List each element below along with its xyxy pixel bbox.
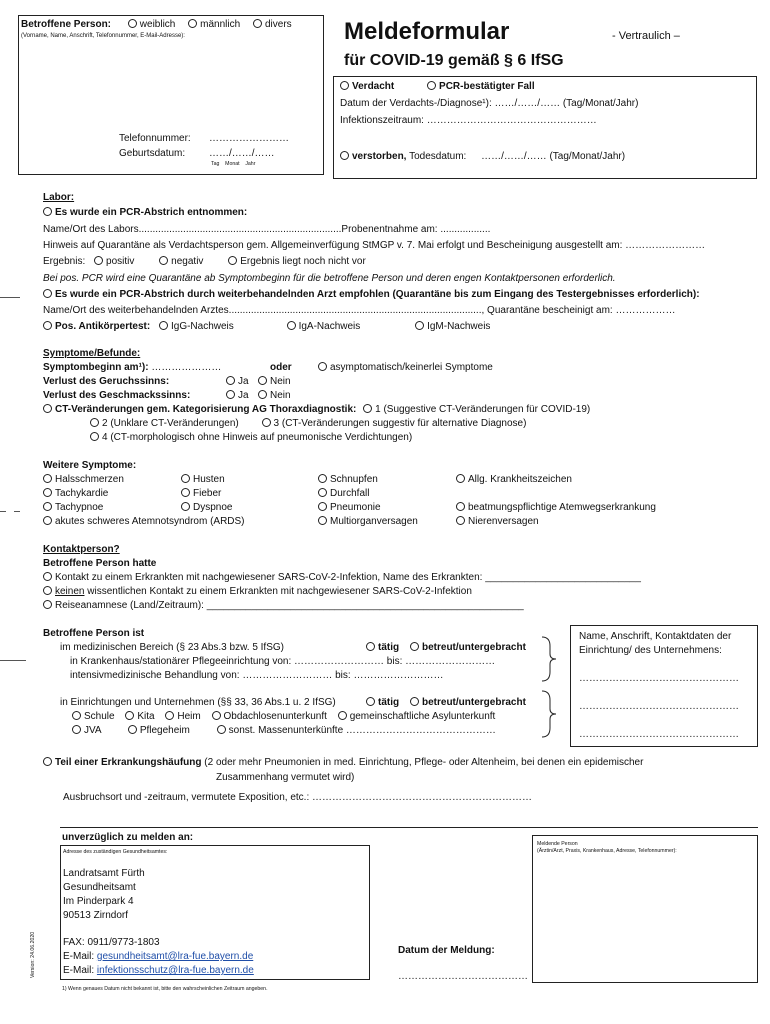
reporter-box[interactable] bbox=[532, 835, 758, 983]
smell-no[interactable]: Nein bbox=[258, 376, 291, 387]
institution-betreut[interactable]: betreut/untergebracht bbox=[410, 697, 526, 708]
footer-divider bbox=[60, 827, 758, 828]
medical-betreut[interactable]: betreut/untergebracht bbox=[410, 642, 526, 653]
margin-mark bbox=[0, 660, 26, 661]
or-label: oder bbox=[270, 362, 292, 373]
inst-pflegeheim[interactable]: Pflegeheim bbox=[128, 725, 190, 736]
symptom-option[interactable]: Durchfall bbox=[318, 488, 369, 499]
case-box bbox=[333, 76, 757, 179]
cluster-description-2: Zusammenhang vermutet wird) bbox=[216, 772, 355, 783]
radio-icon bbox=[410, 697, 419, 706]
radio-icon bbox=[318, 516, 327, 525]
symptom-option[interactable]: beatmungspflichtige Atemwegserkrankung bbox=[456, 502, 656, 513]
radio-icon bbox=[456, 474, 465, 483]
symptom-option[interactable]: Tachykardie bbox=[43, 488, 108, 499]
radio-icon bbox=[410, 642, 419, 651]
inst-schule[interactable]: Schule bbox=[72, 711, 115, 722]
radio-icon bbox=[72, 711, 81, 720]
margin-mark bbox=[0, 297, 20, 298]
symptom-option[interactable]: Halsschmerzen bbox=[43, 474, 124, 485]
radio-icon bbox=[43, 586, 52, 595]
radio-icon bbox=[340, 151, 349, 160]
radio-icon bbox=[159, 321, 168, 330]
asymptomatic-option[interactable]: asymptomatisch/keinerlei Symptome bbox=[318, 362, 493, 373]
death-date-label: Todesdatum: bbox=[409, 151, 467, 162]
office-address: Landratsamt Fürth Gesundheitsamt Im Pinderpark 4 90513 Zirndorf bbox=[63, 868, 145, 921]
radio-icon bbox=[318, 362, 327, 371]
medical-taetig[interactable]: tätig bbox=[366, 642, 399, 653]
bracket-icon bbox=[540, 690, 558, 738]
pcr-recommended-option[interactable]: Es wurde ein PCR-Abstrich durch weiterbehandelnden Arzt empfohlen (Quarantäne bis zum Eingang des Testergebnisses erforderlich): bbox=[43, 289, 700, 300]
cluster-option[interactable]: Teil einer Erkrankungshäufung bbox=[43, 757, 202, 768]
taste-no[interactable]: Nein bbox=[258, 390, 291, 401]
contact-option-travel[interactable]: Reiseanamnese (Land/Zeitraum): _________________________________________________________ bbox=[43, 600, 524, 611]
result-pending[interactable]: Ergebnis liegt noch nicht vor bbox=[228, 256, 366, 267]
hospital-dates-field[interactable]: in Krankenhaus/stationärer Pflegeeinrichtung von: ……………………… bis: ……………………… bbox=[70, 656, 496, 667]
ct-option-3[interactable]: 3 (CT-Veränderungen suggestiv für alternative Diagnose) bbox=[262, 418, 527, 429]
radio-icon bbox=[226, 390, 235, 399]
onset-value[interactable]: ………………… bbox=[151, 362, 222, 373]
cluster-description: (2 oder mehr Pneumonien in med. Einrichtung, Pflege- oder Altenheim, bei denen ein epidemischer bbox=[204, 757, 644, 768]
institution-line: in Einrichtungen und Unternehmen (§§ 33, 36 Abs.1 u. 2 IfSG) bbox=[60, 697, 336, 708]
positive-pcr-note: Bei pos. PCR wird eine Quarantäne ab Symptombeginn für die betroffene Person und deren engen Kontaktpersonen erforderlich. bbox=[43, 273, 616, 284]
gender-weiblich[interactable]: weiblich bbox=[128, 19, 176, 30]
footnote: 1) Wenn genaues Datum nicht bekannt ist, bitte den wahrscheinlichen Zeitraum angeben. bbox=[62, 986, 268, 992]
other-symptoms-heading: Weitere Symptome: bbox=[43, 460, 137, 471]
symptom-option[interactable]: Husten bbox=[181, 474, 225, 485]
radio-icon bbox=[228, 256, 237, 265]
institution-taetig[interactable]: tätig bbox=[366, 697, 399, 708]
dob-value[interactable]: ……/……/…… bbox=[209, 148, 275, 159]
institution-dots: ………………………………………… bbox=[579, 673, 739, 684]
result-label: Ergebnis: bbox=[43, 256, 86, 267]
symptom-option[interactable]: akutes schweres Atemnotsyndrom (ARDS) bbox=[43, 516, 245, 527]
radio-icon bbox=[226, 376, 235, 385]
radio-icon bbox=[415, 321, 424, 330]
radio-icon bbox=[456, 516, 465, 525]
form-subtitle: für COVID-19 gemäß § 6 IfSG bbox=[344, 52, 564, 69]
inst-heim[interactable]: Heim bbox=[165, 711, 200, 722]
radio-icon bbox=[366, 697, 375, 706]
radio-icon bbox=[90, 432, 99, 441]
symptom-option[interactable]: Fieber bbox=[181, 488, 221, 499]
radio-icon bbox=[43, 572, 52, 581]
lab-name-field[interactable]: Name/Ort des Labors.........................................................................Probenentnahme am: .................. bbox=[43, 224, 491, 235]
radio-icon bbox=[43, 600, 52, 609]
institution-contact-label: Name, Anschrift, Kontaktdaten der Einrichtung/ des Unternehmens: bbox=[579, 631, 732, 656]
radio-icon bbox=[43, 502, 52, 511]
institution-dots: ………………………………………… bbox=[579, 701, 739, 712]
radio-icon bbox=[43, 516, 52, 525]
symptom-option[interactable]: Multiorganversagen bbox=[318, 516, 418, 527]
radio-icon bbox=[43, 757, 52, 766]
antibody-label: Pos. Antikörpertest: bbox=[43, 321, 150, 332]
radio-icon bbox=[43, 404, 52, 413]
radio-icon bbox=[128, 725, 137, 734]
office-hint: Adresse des zuständigen Gesundheitsamtes: bbox=[63, 849, 168, 855]
symptom-option[interactable]: Tachypnoe bbox=[43, 502, 103, 513]
died-option[interactable]: verstorben, bbox=[340, 151, 406, 162]
quarantine-note[interactable]: Hinweis auf Quarantäne als Verdachtsperson gem. Allgemeinverfügung StMGP v. 7. Mai erfolgt und Bescheinigung ausgestellt am: …………………… bbox=[43, 240, 706, 251]
health-office-box: Adresse des zuständigen Gesundheitsamtes: Landratsamt Fürth Gesundheitsamt Im Pinderpark 4 90513 Zirndorf FAX: 0911/9773-1803 E-Mail: gesundheitsamt@lra-fue.bayern.de E-Mail: infektionsschutz@lra-fue.bayern.de bbox=[60, 845, 370, 980]
report-date-value[interactable]: ………………………………… bbox=[398, 971, 528, 982]
icu-dates-field[interactable]: intensivmedizinische Behandlung von: ……………………… bis: ……………………… bbox=[70, 670, 444, 681]
symptom-option[interactable]: Dyspnoe bbox=[181, 502, 232, 513]
radio-icon bbox=[427, 81, 436, 90]
inst-asyl[interactable]: gemeinschaftliche Asylunterkunft bbox=[338, 711, 496, 722]
gender-divers[interactable]: divers bbox=[253, 19, 292, 30]
institution-dots: ………………………………………… bbox=[579, 729, 739, 740]
radio-icon bbox=[43, 488, 52, 497]
radio-icon bbox=[366, 642, 375, 651]
symptom-option[interactable]: Pneumonie bbox=[318, 502, 381, 513]
office-fax: FAX: 0911/9773-1803 bbox=[63, 937, 160, 948]
radio-icon bbox=[318, 502, 327, 511]
radio-icon bbox=[165, 711, 174, 720]
inst-jva[interactable]: JVA bbox=[72, 725, 101, 736]
radio-icon bbox=[90, 418, 99, 427]
radio-icon bbox=[253, 19, 262, 28]
symptom-heading: Symptome/Befunde: bbox=[43, 348, 141, 359]
medical-sector-line: im medizinischen Bereich (§ 23 Abs.3 bzw. 5 IfSG) bbox=[60, 642, 284, 653]
radio-icon bbox=[318, 474, 327, 483]
antibody-iga[interactable]: IgA-Nachweis bbox=[287, 321, 361, 332]
radio-icon bbox=[363, 404, 372, 413]
form-title: Meldeformular bbox=[344, 18, 510, 45]
pcr-confirmed-option[interactable]: PCR-bestätigter Fall bbox=[427, 81, 535, 92]
taste-label: Verlust des Geschmackssinns: bbox=[43, 390, 191, 401]
doctor-field[interactable]: Name/Ort des weiterbehandelnden Arztes..........................................................................................., Quarantäne bescheinigt am: ……………… bbox=[43, 305, 676, 316]
radio-icon bbox=[258, 376, 267, 385]
symptom-option[interactable]: Nierenversagen bbox=[456, 516, 539, 527]
contact-sub: Betroffene Person hatte bbox=[43, 558, 157, 569]
person-label: Betroffene Person: bbox=[21, 19, 112, 30]
radio-icon bbox=[72, 725, 81, 734]
radio-icon bbox=[125, 711, 134, 720]
person-box bbox=[18, 15, 324, 175]
radio-icon bbox=[188, 19, 197, 28]
death-date-value[interactable]: ……/……/…… (Tag/Monat/Jahr) bbox=[481, 151, 626, 162]
radio-icon bbox=[43, 207, 52, 216]
radio-icon bbox=[338, 711, 347, 720]
institution-contact-box[interactable] bbox=[570, 625, 758, 747]
pcr-taken-option[interactable]: Es wurde ein PCR-Abstrich entnommen: bbox=[43, 207, 247, 218]
phone-label: Telefonnummer: bbox=[119, 133, 191, 144]
phone-value[interactable]: …………………… bbox=[209, 133, 289, 144]
contact-option-infected[interactable]: Kontakt zu einem Erkrankten mit nachgewiesener SARS-CoV-2-Infektion, Name des Erkrankten: ____________________________ bbox=[43, 572, 641, 583]
diagnosis-date-label: Datum der Verdachts-/Diagnose¹): bbox=[340, 98, 492, 109]
radio-icon bbox=[159, 256, 168, 265]
dob-sub: Tag Monat Jahr bbox=[211, 161, 256, 167]
ct-option-2[interactable]: 2 (Unklare CT-Veränderungen) bbox=[90, 418, 239, 429]
onset-label: Symptombeginn am¹): bbox=[43, 362, 149, 373]
radio-icon bbox=[181, 474, 190, 483]
radio-icon bbox=[181, 502, 190, 511]
email-link-2[interactable]: infektionsschutz@lra-fue.bayern.de bbox=[96, 965, 254, 976]
ct-option-4[interactable]: 4 (CT-morphologisch ohne Hinweis auf pneumonische Verdichtungen) bbox=[90, 432, 412, 443]
reporter-hint: (Ärztin/Arzt, Praxis, Krankenhaus, Adresse, Telefonnummer): bbox=[537, 848, 677, 854]
ct-label: CT-Veränderungen gem. Kategorisierung AG Thoraxdiagnostik: bbox=[43, 404, 356, 415]
confidential-note: - Vertraulich – bbox=[612, 30, 680, 42]
result-negativ[interactable]: negativ bbox=[159, 256, 203, 267]
radio-icon bbox=[456, 502, 465, 511]
bracket-icon bbox=[540, 636, 558, 682]
smell-label: Verlust des Geruchssinns: bbox=[43, 376, 170, 387]
inst-obdachlos[interactable]: Obdachlosenunterkunft bbox=[212, 711, 327, 722]
dob-label: Geburtsdatum: bbox=[119, 148, 186, 159]
radio-icon bbox=[43, 474, 52, 483]
radio-icon bbox=[43, 289, 52, 298]
radio-icon bbox=[258, 390, 267, 399]
antibody-igg[interactable]: IgG-Nachweis bbox=[159, 321, 234, 332]
labor-heading: Labor: bbox=[43, 192, 75, 203]
send-to-label: unverzüglich zu melden an: bbox=[62, 832, 194, 843]
symptom-option[interactable]: Allg. Krankheitszeichen bbox=[456, 474, 572, 485]
radio-icon bbox=[262, 418, 271, 427]
gender-maennlich[interactable]: männlich bbox=[188, 19, 240, 30]
contact-option-none[interactable]: keinen wissentlichen Kontakt zu einem Erkrankten mit nachgewiesener SARS-CoV-2-Infektion bbox=[43, 586, 472, 597]
inst-sonst[interactable]: sonst. Massenunterkünfte ……………………………………… bbox=[217, 725, 496, 736]
taste-yes[interactable]: Ja bbox=[226, 390, 249, 401]
version-label: Version: 24.06.2020 bbox=[30, 931, 36, 978]
inst-kita[interactable]: Kita bbox=[125, 711, 154, 722]
smell-yes[interactable]: Ja bbox=[226, 376, 249, 387]
infection-period-value[interactable]: …………………………………………… bbox=[426, 115, 597, 126]
radio-icon bbox=[287, 321, 296, 330]
occupation-heading: Betroffene Person ist bbox=[43, 628, 145, 639]
radio-icon bbox=[212, 711, 221, 720]
email-link-1[interactable]: gesundheitsamt@lra-fue.bayern.de bbox=[96, 951, 254, 962]
reporter-label: Meldende Person bbox=[537, 841, 578, 847]
radio-icon bbox=[94, 256, 103, 265]
contact-heading: Kontaktperson? bbox=[43, 544, 120, 555]
radio-icon bbox=[128, 19, 137, 28]
diagnosis-date-value[interactable]: ……/……/…… (Tag/Monat/Jahr) bbox=[494, 98, 639, 109]
person-hint: (Vorname, Name, Anschrift, Telefonnummer, E-Mail-Adresse): bbox=[21, 33, 185, 39]
verdacht-option[interactable]: Verdacht bbox=[340, 81, 394, 92]
margin-mark bbox=[14, 511, 20, 512]
ct-option-1[interactable]: 1 (Suggestive CT-Veränderungen für COVID-19) bbox=[363, 404, 590, 415]
antibody-igm[interactable]: IgM-Nachweis bbox=[415, 321, 490, 332]
infection-period-label: Infektionszeitraum: bbox=[340, 115, 424, 126]
radio-icon bbox=[340, 81, 349, 90]
symptom-option[interactable]: Schnupfen bbox=[318, 474, 378, 485]
radio-icon bbox=[43, 321, 52, 330]
radio-icon bbox=[318, 488, 327, 497]
radio-icon bbox=[217, 725, 226, 734]
result-positiv[interactable]: positiv bbox=[94, 256, 134, 267]
radio-icon bbox=[181, 488, 190, 497]
margin-mark bbox=[0, 511, 6, 512]
report-date-label: Datum der Meldung: bbox=[398, 945, 495, 956]
outbreak-field[interactable]: Ausbruchsort und -zeitraum, vermutete Exposition, etc.: ………………………………………………………… bbox=[63, 792, 532, 803]
